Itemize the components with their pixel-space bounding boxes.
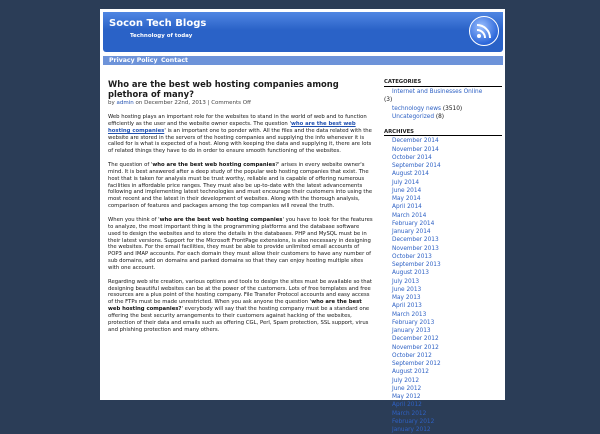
- main-nav: [103, 56, 503, 65]
- meta-separator: |: [207, 100, 210, 106]
- archive-link[interactable]: May 2012: [392, 394, 421, 401]
- category-count: (3510): [442, 105, 463, 112]
- archive-link[interactable]: April 2013: [392, 303, 422, 310]
- post-date: on December 22nd, 2013: [135, 100, 206, 106]
- archive-link[interactable]: May 2014: [392, 196, 421, 203]
- post-paragraph: [108, 162, 373, 210]
- archive-link[interactable]: September 2013: [392, 262, 441, 269]
- archive-link[interactable]: October 2013: [392, 253, 432, 260]
- archive-link[interactable]: October 2012: [392, 352, 432, 359]
- archive-link[interactable]: October 2014: [392, 154, 432, 161]
- archive-link[interactable]: January 2014: [392, 229, 431, 236]
- keyword-bold: who are the best web hosting companies: [159, 216, 283, 223]
- sidebar: [384, 79, 502, 434]
- text-segment: ' you have to look for the features to analyze, the most important thing is the programming platforms and the database software used to design the websites and to store the details in the databases. PHP and MySQL must be in their latest versions. Support for the Microsoft FrontPage extensions, is also necessary in designing the websites. For the email facilities, they must be able to provide unlimited email accounts of POP3 and IMAP accounts. For each domain they must allow their customers to have any number of sub domains, add on domains and parked domains so that they can enjoy hosting multiple sites with one account.: [108, 216, 373, 271]
- page: [100, 9, 505, 434]
- site-description: Technology of today: [130, 33, 193, 39]
- archive-link[interactable]: December 2012: [392, 336, 439, 343]
- post: [108, 79, 373, 339]
- author-link[interactable]: admin: [116, 100, 134, 106]
- site-header: [103, 12, 503, 52]
- archive-link[interactable]: July 2014: [392, 179, 420, 186]
- keyword-bold: who are the best web hosting companies?: [108, 299, 362, 313]
- category-count: (8): [435, 114, 445, 121]
- archive-link[interactable]: August 2012: [392, 369, 429, 376]
- categories-heading: CATEGORIES: [384, 79, 502, 87]
- archive-link[interactable]: July 2012: [392, 377, 420, 384]
- category-item: [384, 105, 502, 114]
- archive-link[interactable]: November 2012: [392, 344, 439, 351]
- archive-link[interactable]: March 2014: [392, 212, 427, 219]
- text-segment: ?' arises in every website owner's mind. It is best answered after a deep study of the popular web hosting companies that exist. The host that is taken for analysis must be trust worthy, reliable and is capable of offering numerous facilities in affordable price ranges. They must also be up-to-date with the latest advancements following and implementing latest technologies and must encourage their customers into using the most recent and the latest in their development of websites. Along with the thorough analysis, comparison of features and packages among the top companies will reveal the truth.: [108, 162, 373, 210]
- text-segment: When you think of ': [108, 216, 160, 223]
- archive-link[interactable]: April 2014: [392, 204, 422, 211]
- text-segment: ' is an important one to ponder with. All the files and the data related with the website are stored in the servers of the hosting companies and supplying the info whenever it is called for is what is expected of a host. Along with keeping the data and supplying it, there are lots of related things they have to do in order to ensure smooth functioning of the websites.: [108, 127, 372, 155]
- category-count: (3): [384, 97, 393, 104]
- archive-link[interactable]: January 2013: [392, 328, 431, 335]
- post-meta: [108, 100, 373, 106]
- archive-link[interactable]: February 2012: [392, 418, 435, 425]
- category-item: [384, 113, 502, 122]
- archive-link[interactable]: August 2013: [392, 270, 429, 277]
- archive-link[interactable]: August 2014: [392, 171, 429, 178]
- archive-link[interactable]: November 2013: [392, 245, 439, 252]
- text-segment: ' everybody will say that the hosting company must be a standard one offering the best security arrangements to their customers against hacking of the websites, protection of their data and emails such as offering CGL, Perl, Spam protection, SSL support, virus and phishing protection and many others.: [108, 306, 370, 333]
- archive-link[interactable]: September 2012: [392, 361, 441, 368]
- archive-link[interactable]: March 2013: [392, 311, 427, 318]
- archive-link[interactable]: December 2014: [392, 138, 439, 145]
- nav-item-contact[interactable]: Contact: [161, 57, 188, 64]
- post-title[interactable]: Who are the best web hosting companies among plethora of many?: [108, 79, 339, 99]
- keyword-bold: who are the best web hosting companies: [152, 162, 276, 169]
- meta-prefix: by: [108, 100, 115, 106]
- post-paragraph: [108, 279, 373, 334]
- comments-status: Comments Off: [211, 100, 251, 106]
- archive-link[interactable]: April 2012: [392, 402, 422, 409]
- archive-link[interactable]: December 2013: [392, 237, 439, 244]
- archive-link[interactable]: June 2013: [392, 286, 422, 293]
- category-count-line: [384, 96, 502, 105]
- keyword-link[interactable]: who are the best web hosting companies: [108, 120, 356, 134]
- rss-feed-icon[interactable]: [469, 16, 499, 46]
- archive-link[interactable]: March 2012: [392, 410, 427, 417]
- text-segment: Web hosting plays an important role for the websites to stand in the world of web and to function efficiently as the user and the website owner expects. The question ': [108, 114, 367, 127]
- category-link[interactable]: technology news: [392, 105, 442, 112]
- archives-heading: ARCHIVES: [384, 129, 502, 137]
- nav-item-privacy-policy[interactable]: Privacy Policy: [109, 57, 158, 64]
- archive-link[interactable]: July 2013: [392, 278, 420, 285]
- category-link[interactable]: Uncategorized: [392, 114, 435, 121]
- archive-link[interactable]: February 2014: [392, 220, 435, 227]
- text-segment: The question of ': [108, 162, 153, 169]
- archive-link[interactable]: November 2014: [392, 146, 439, 153]
- category-item: [384, 88, 502, 97]
- post-paragraph: [108, 114, 373, 155]
- archive-link[interactable]: September 2014: [392, 163, 441, 170]
- archive-link[interactable]: February 2013: [392, 319, 435, 326]
- site-title[interactable]: Socon Tech Blogs: [109, 18, 207, 29]
- post-paragraph: [108, 217, 373, 272]
- archive-link[interactable]: June 2012: [392, 385, 422, 392]
- archive-link[interactable]: June 2014: [392, 187, 422, 194]
- archives-list: [384, 137, 502, 434]
- archive-link[interactable]: May 2013: [392, 295, 421, 302]
- rss-icon-glyph: [470, 17, 498, 45]
- category-link[interactable]: Internet and Businesses Online: [392, 88, 483, 95]
- archive-link[interactable]: January 2012: [392, 427, 431, 434]
- text-segment: Regarding web site creation, various options and tools to design the sites must be available so that designing beautiful websites can be at the power of the customers. Lots of free templates and free resources are a plus point of the hosting company. File Transfer Protocol accounts and easy access of the FTPs must be made unrestricted. When you ask anyone the question ': [108, 278, 372, 306]
- categories-list: [384, 88, 502, 122]
